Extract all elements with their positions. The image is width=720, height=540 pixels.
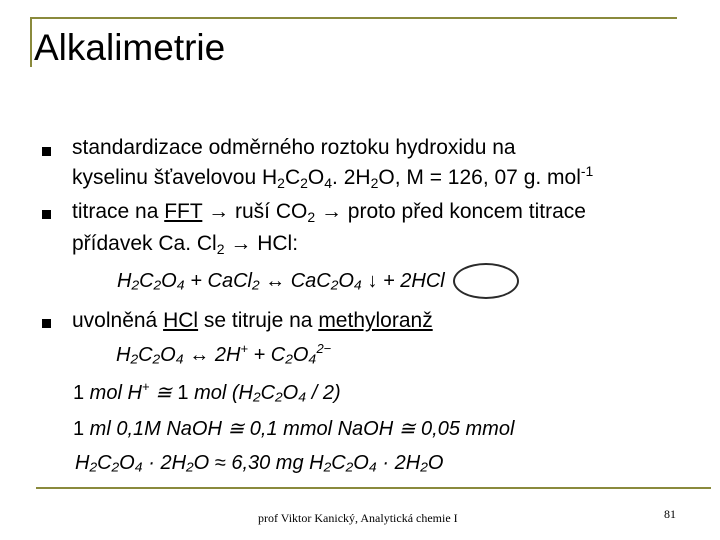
- bullet-1-line-1: standardizace odměrného roztoku hydroxidu na: [72, 136, 516, 159]
- bullet-3-line-1: uvolněná HCl se titruje na methyloranž: [72, 309, 433, 332]
- square-bullet-icon: [42, 210, 51, 219]
- bullet-2-line-1: titrace na FFT → ruší $CO_2$ → proto před koncem titrace: [72, 200, 586, 225]
- circle-annotation-icon: [453, 263, 519, 299]
- page-number: 81: [664, 507, 676, 521]
- bullet-2-line-2: přídavek Ca. $Cl_2$ → HCl:: [72, 232, 299, 257]
- equation-mass-relation: H₂C₂O₄ · 2H₂O ≈ 6,30 mg H₂C₂O₄ · 2H₂O: [75, 452, 444, 474]
- footer-divider: [36, 487, 711, 489]
- equation-equivalence: 1 mol H+ ≅ 1 mol (H₂C₂O₄ / 2): [73, 379, 341, 404]
- square-bullet-icon: [42, 147, 51, 156]
- footer-author: prof Viktor Kanický, Analytická chemie I: [258, 511, 458, 525]
- slide-title: Alkalimetrie: [34, 27, 226, 68]
- equation-precipitation: H₂C₂O₄ + CaCl₂ ↔ CaC₂O₄ ↓ + 2HCl: [117, 270, 445, 292]
- title-frame-left: [30, 17, 32, 67]
- square-bullet-icon: [42, 319, 51, 328]
- title-frame-top: [30, 17, 677, 19]
- equation-volume-relation: 1 ml 0,1M NaOH ≅ 0,1 mmol NaOH ≅ 0,05 mmol: [73, 418, 515, 440]
- bullet-1-line-2: kyselinu šťavelovou $H_2C_2O_4$. $2H_2O$, M = 126, 07 g. mol$^{-1}$: [72, 163, 594, 191]
- equation-dissociation: H₂C₂O₄ ↔ 2H+ + C₂O₄$^{2-}$: [116, 341, 332, 366]
